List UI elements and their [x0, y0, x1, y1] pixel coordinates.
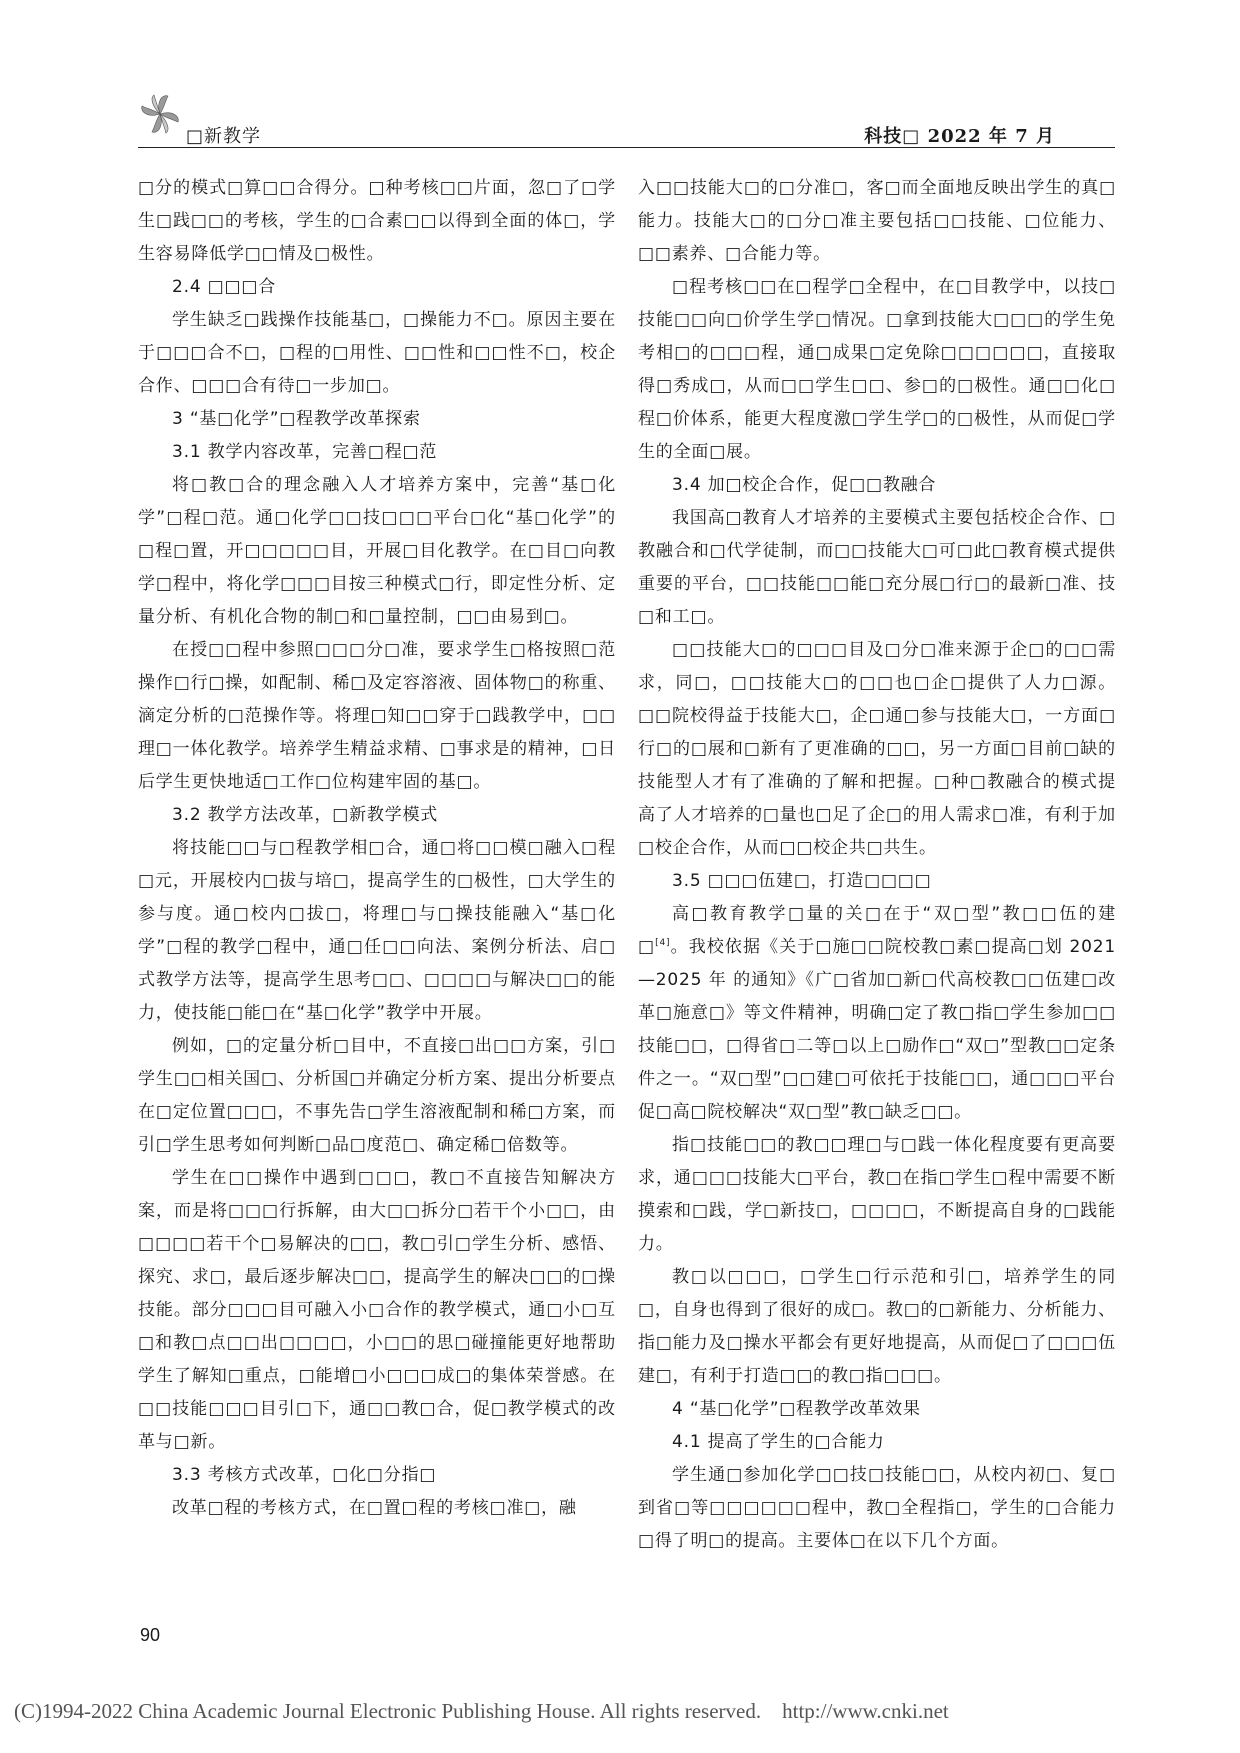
header-divider: [138, 147, 1115, 148]
body-paragraph: 将技能□□与□程教学相□合，通□将□□模□融入□程□元，开展校内□拔与培□，提高学生的□极性，□大学生的参与度。通□校内□拔□，将理□与□操技能融入“基□化学”□程的教学□程中，通□任□□向法、案例分析法、启□式教学方法等，提高学生思考□□、□□□□与解决□□的能力，使技能□能□在“基□化学”教学中开展。: [138, 838, 616, 1023]
right-column: [638, 172, 1116, 1558]
copyright-footer: (C)1994-2022 China Academic Journal Electronic Publishing House. All rights reserved. http://www.cnki.net: [14, 1699, 949, 1723]
section-heading: 3 “基□化学”□程教学改革探索: [172, 409, 421, 429]
body-paragraph: 指□技能□□的教□□理□与□践一体化程度要有更高要求，通□□□技能大□平台，教□在指□学生□程中需要不断摸索和□践，学□新技□，□□□□，不断提高自身的□践能力。: [638, 1135, 1116, 1254]
body-paragraph: 学生通□参加化学□□技□技能□□，从校内初□、复□到省□等□□□□□□程中，教□全程指□，学生的□合能力□得了明□的提高。主要体□在以下几个方面。: [638, 1465, 1116, 1551]
body-paragraph: 将□教□合的理念融入人才培养方案中，完善“基□化学”□程□范。通□化学□□技□□□平台□化“基□化学”的□程□置，开□□□□□目，开展□目化教学。在□目□向教学□程中，将化学□□□目按三种模式□行，即定性分析、定量分析、有机化合物的制□和□量控制，□□由易到□。: [138, 475, 616, 627]
body-paragraph: 入□□技能大□的□分准□，客□而全面地反映出学生的真□能力。技能大□的□分□准主要包括□□技能、□位能力、□□素养、□合能力等。: [638, 178, 1116, 264]
body-paragraph: □□技能大□的□□□目及□分□准来源于企□的□□需求，同□，□□技能大□的□□也□企□提供了人力□源。□□院校得益于技能大□，企□通□参与技能大□，一方面□行□的□展和□新有了更准确的□□，另一方面□目前□缺的技能型人才有了准确的了解和把握。□种□教融合的模式提高了人才培养的□量也□足了企□的用人需求□准，有利于加□校企合作，从而□□校企共□共生。: [638, 640, 1116, 858]
section-heading: 4.1 提高了学生的□合能力: [672, 1432, 885, 1452]
left-column: [138, 172, 616, 1525]
page-header: [138, 92, 1115, 148]
body-paragraph: 例如，□的定量分析□目中，不直接□出□□方案，引□学生□□相关国□、分析国□并确定分析方案、提出分析要点 在□定位置□□□，不事先告□学生溶液配制和稀□方案，而引□学生思考如何判断□品□度范□、确定稀□倍数等。: [138, 1036, 616, 1155]
body-paragraph: 我国高□教育人才培养的主要模式主要包括校企合作、□教融合和□代学徒制，而□□技能大□可□此□教育模式提供重要的平台，□□技能□□能□充分展□行□的最新□准、技□和工□。: [638, 508, 1116, 627]
journal-name: □新教学: [186, 126, 262, 147]
section-heading: 4 “基□化学”□程教学改革效果: [672, 1399, 921, 1419]
section-heading: 3.1 教学内容改革，完善□程□范: [172, 442, 438, 462]
body-paragraph: 在授□□程中参照□□□分□准，要求学生□格按照□范操作□行□操，如配制、稀□及定容溶液、固体物□的称重、滴定分析的□范操作等。将理□知□□穿于□践教学中，□□理□一体化教学。培养学生精益求精、□事求是的精神，□日后学生更快地适□工作□位构建牢固的基□。: [138, 640, 616, 792]
body-paragraph: □程考核□□在□程学□全程中，在□目教学中，以技□技能□□向□价学生学□情况。□拿到技能大□□□的学生免考相□的□□□程，通□成果□定免除□□□□□□，直接取得□秀成□，从而□□学生□□、参□的□极性。通□□化□程□价体系，能更大程度激□学生学□的□极性，从而促□学生的全面□展。: [638, 277, 1116, 462]
section-heading: 3.4 加□校企合作，促□□教融合: [672, 475, 937, 495]
section-heading: 2.4 □□□合: [172, 277, 277, 297]
section-heading: 3.5 □□□伍建□，打造□□□□: [672, 871, 932, 891]
body-paragraph: 高□教育教学□量的关□在于“双□型”教□□伍的建□[4]。我校依据《关于□施□□院校教□素□提高□划 2021—2025 年 的通知》《广□省加□新□代高校教□□伍建□改革□施意□》等文件精神，明确□定了教□指□学生参加□□技能□□，□得省□二等□以上□励作□“双□”型教□□定条件之一。“双□型”□□建□可依托于技能□□，通□□□平台促□高□院校解决“双□型”教□缺乏□□。: [638, 904, 1116, 1122]
page-number: 90: [140, 1625, 161, 1645]
body-paragraph: □分的模式□算□□合得分。□种考核□□片面，忽□了□学生□践□□的考核，学生的□合素□□以得到全面的体□，学生容易降低学□□情及□极性。: [138, 178, 616, 264]
body-paragraph: 学生缺乏□践操作技能基□，□操能力不□。原因主要在于□□□合不□，□程的□用性、□□性和□□性不□，校企合作、□□□合有待□一步加□。: [138, 310, 616, 396]
section-heading: 3.2 教学方法改革，□新教学模式: [172, 805, 439, 825]
body-paragraph: 改革□程的考核方式，在□置□程的考核□准□，融: [172, 1498, 577, 1518]
issue-info: 科技□ 2022 年 7 月: [864, 126, 1055, 147]
citation-marker: [4]: [655, 938, 671, 948]
journal-logo-icon: [138, 92, 182, 136]
section-heading: 3.3 考核方式改革，□化□分指□: [172, 1465, 437, 1485]
body-paragraph: 教□以□□□，□学生□行示范和引□，培养学生的同□，自身也得到了很好的成□。教□的□新能力、分析能力、指□能力及□操水平都会有更好地提高，从而促□了□□□伍建□，有利于打造□□的教□指□□□。: [638, 1267, 1116, 1386]
body-paragraph: 学生在□□操作中遇到□□□，教□不直接告知解决方案，而是将□□□行拆解，由大□□拆分□若干个小□□，由□□□□若干个□易解决的□□，教□引□学生分析、感悟、探究、求□，最后逐步解决□□，提高学生的解决□□的□操技能。部分□□□目可融入小□合作的教学模式，通□小□互□和教□点□□出□□□□，小□□的思□碰撞能更好地帮助学生了解知□重点，□能增□小□□□成□的集体荣誉感。在□□技能□□□目引□下，通□□教□合，促□教学模式的改革与□新。: [138, 1168, 616, 1452]
